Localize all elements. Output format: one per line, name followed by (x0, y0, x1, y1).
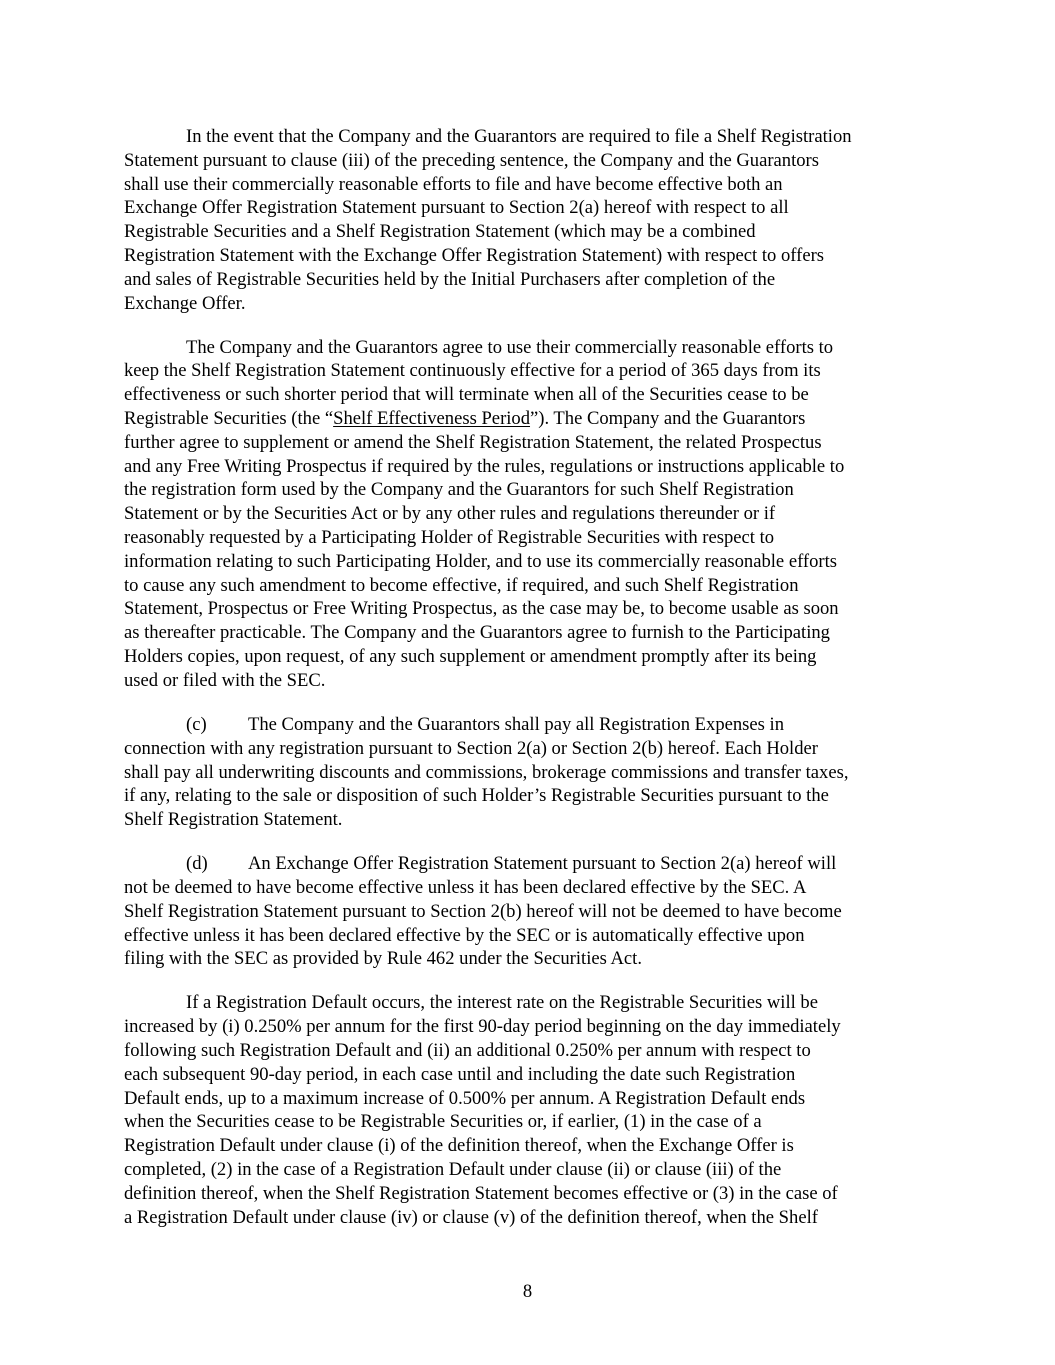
document-body (124, 125, 936, 1250)
paragraph-text: An Exchange Offer Registration Statement pursuant to Section 2(a) hereof will not be deemed to have become effective unless it has been declared effective by the SEC. A Shelf Registration Statement pursuant to Section 2(b) hereof will not be deemed to have become effective unless it has been declared effective by the SEC or is automatically effective upon filing with the SEC as provided by Rule 462 under the Securities Act. (124, 853, 842, 970)
paragraph-c-registration-expenses (124, 713, 936, 832)
clause-label-c: (c) (186, 713, 207, 735)
paragraph-text: In the event that the Company and the Guarantors are required to file a Shelf Registration Statement pursuant to clause (iii) of the preceding sentence, the Company and the Guarantors shall use their commercially reasonable efforts to file and have become effective both an Exchange Offer Registration Statement pursuant to Section 2(a) hereof with respect to all Registrable Securities and a Shelf Registration Statement (which may be a combined Registration Statement with the Exchange Offer Registration Statement) with respect to offers and sales of Registrable Securities held by the Initial Purchasers after completion of the Exchange Offer. (124, 126, 852, 314)
paragraph-registration-default (124, 991, 936, 1229)
paragraph-text-after: ”). The Company and the Guarantors further agree to supplement or amend the Shelf Registration Statement, the related Prospectus and any Free Writing Prospectus if required by the rules, regulations or instructions applicable to the registration form used by the Company and the Guarantors for such Shelf Registration Statement or by the Securities Act or by any other rules and regulations thereunder or if reasonably requested by a Participating Holder of Registrable Securities with respect to information relating to such Participating Holder, and to use its commercially reasonable efforts to cause any such amendment to become effective, if required, and such Shelf Registration Statement, Prospectus or Free Writing Prospectus, as the case may be, to become usable as soon as thereafter practicable. The Company and the Guarantors agree to furnish to the Participating Holders copies, upon request, of any such supplement or amendment promptly after its being used or filed with the SEC. (124, 408, 845, 691)
paragraph-text: If a Registration Default occurs, the interest rate on the Registrable Securities will be increased by (i) 0.250% per annum for the first 90-day period beginning on the day immediately following such Registration Default and (ii) an additional 0.250% per annum with respect to each subsequent 90-day period, in each case until and including the date such Registration Default ends, up to a maximum increase of 0.500% per annum. A Registration Default ends when the Securities cease to be Registrable Securities or, if earlier, (1) in the case of a Registration Default under clause (i) of the definition thereof, when the Exchange Offer is completed, (2) in the case of a Registration Default under clause (ii) or clause (iii) of the definition thereof, when the Shelf Registration Statement becomes effective or (3) in the case of a Registration Default under clause (iv) or clause (v) of the definition thereof, when the Shelf (124, 992, 841, 1228)
paragraph-shelf-effectiveness (124, 336, 936, 693)
defined-term-shelf-effectiveness-period: Shelf Effectiveness Period (333, 408, 531, 430)
paragraph-d-effectiveness (124, 852, 936, 971)
paragraph-text: The Company and the Guarantors shall pay all Registration Expenses in connection with any registration pursuant to Section 2(a) or Section 2(b) hereof. Each Holder shall pay all underwriting discounts and commissions, brokerage commissions and transfer taxes, if any, relating to the sale or disposition of such Holder’s Registrable Securities pursuant to the Shelf Registration Statement. (124, 713, 849, 831)
paragraph-text-before: The Company and the Guarantors agree to use their commercially reasonable efforts to keep the Shelf Registration Statement continuously effective for a period of 365 days from its effectiveness or such shorter period that will terminate when all of the Securities cease to be Registrable Securities (the “ (124, 336, 834, 430)
clause-label-d: (d) (186, 853, 208, 875)
paragraph-shelf-registration-event (124, 125, 936, 315)
page-number: 8 (522, 1281, 533, 1302)
